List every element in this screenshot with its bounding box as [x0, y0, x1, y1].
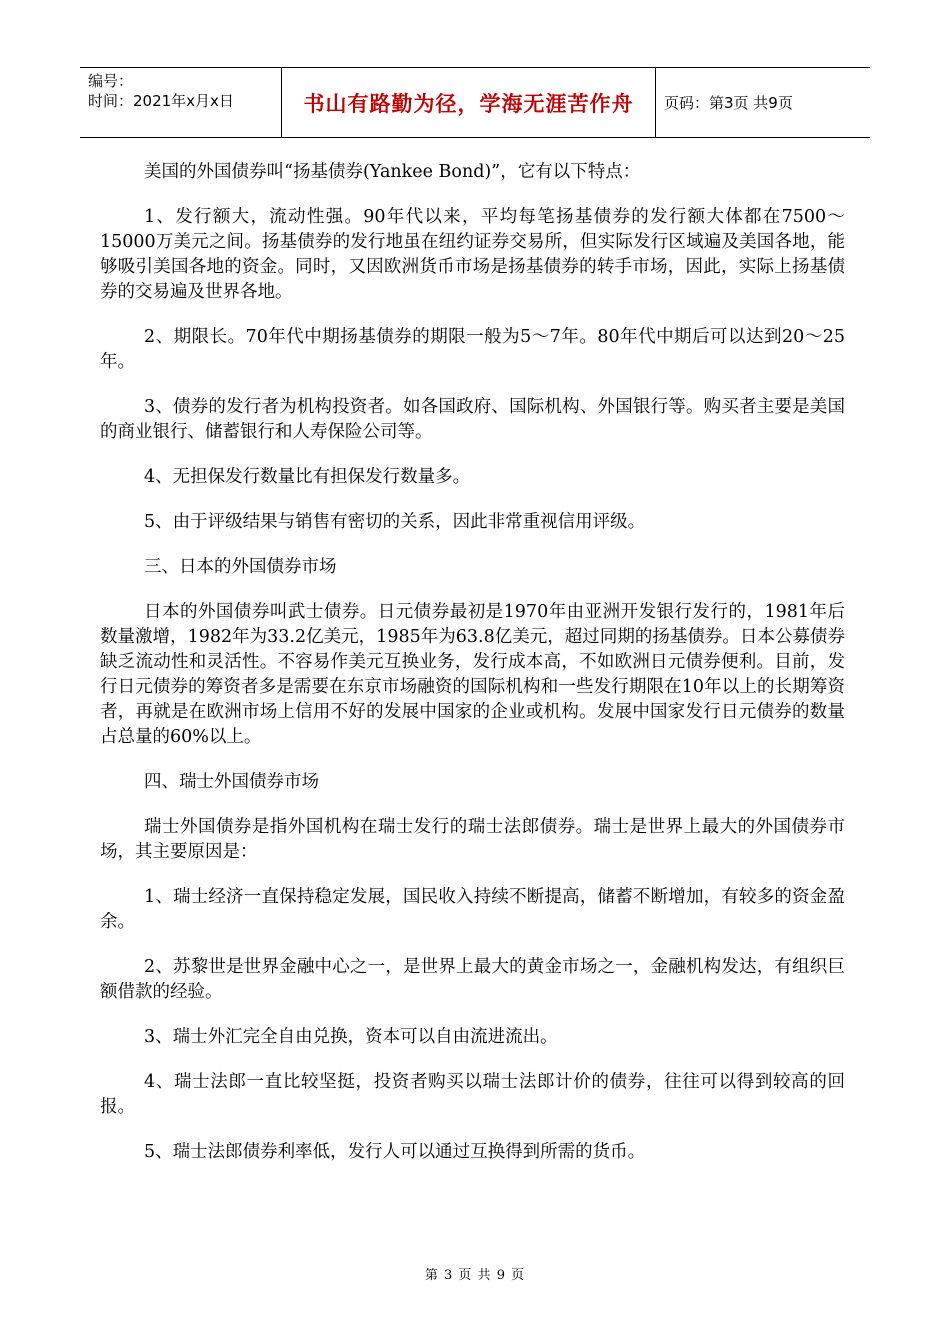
header-page-info	[656, 68, 870, 137]
page-footer	[0, 1264, 950, 1283]
header-meta	[80, 68, 282, 137]
paragraph: 2、苏黎世是世界金融中心之一，是世界上最大的黄金市场之一，金融机构发达，有组织巨额借款的经验。	[100, 957, 845, 1002]
paragraph: 1、发行额大，流动性强。90年代以来，平均每笔扬基债券的发行额大体都在7500～15000万美元之间。扬基债券的发行地虽在纽约证券交易所，但实际发行区域遍及美国各地，能够吸引美国各地的资金。同时，又因欧洲货币市场是扬基债券的转手市场，因此，实际上扬基债券的交易遍及世界各地。	[100, 207, 845, 302]
paragraph: 3、债券的发行者为机构投资者。如各国政府、国际机构、外国银行等。购买者主要是美国的商业银行、储蓄银行和人寿保险公司等。	[100, 397, 845, 442]
document-body	[100, 160, 845, 1185]
header-motto-cell	[282, 68, 656, 137]
footer-page-number: 第 3 页 共 9 页	[424, 1268, 526, 1283]
section-heading: 四、瑞士外国债券市场	[144, 772, 319, 792]
page-info-text: 页码：第3页 共9页	[664, 94, 793, 112]
paragraph: 5、瑞士法郎债券利率低，发行人可以通过互换得到所需的货币。	[144, 1142, 646, 1162]
paragraph: 4、无担保发行数量比有担保发行数量多。	[144, 467, 471, 487]
paragraph: 1、瑞士经济一直保持稳定发展，国民收入持续不断提高，储蓄不断增加，有较多的资金盈余。	[100, 887, 845, 932]
paragraph: 4、瑞士法郎一直比较坚挺，投资者购买以瑞士法郎计价的债券，往往可以得到较高的回报。	[100, 1072, 845, 1117]
document-time: 时间：2021年x月x日	[88, 92, 234, 110]
paragraph: 日本的外国债券叫武士债券。日元债券最初是1970年由亚洲开发银行发行的，1981年后数量激增，1982年为33.2亿美元，1985年为63.8亿美元，超过同期的扬基债券。日本公募债券缺乏流动性和灵活性。不容易作美元互换业务，发行成本高，不如欧洲日元债券便利。目前，发行日元债券的筹资者多是需要在东京市场融资的国际机构和一些发行期限在10年以上的长期筹资者，再就是在欧洲市场上信用不好的发展中国家的企业或机构。发展中国家发行日元债券的数量占总量的60%以上。	[100, 602, 845, 747]
paragraph: 2、期限长。70年代中期扬基债券的期限一般为5～7年。80年代中期后可以达到20～25年。	[100, 327, 845, 372]
document-number-label: 编号：	[88, 72, 134, 90]
paragraph: 5、由于评级结果与销售有密切的关系，因此非常重视信用评级。	[144, 512, 646, 532]
section-heading: 三、日本的外国债券市场	[144, 557, 337, 577]
page-header	[80, 67, 870, 138]
paragraph: 美国的外国债券叫“扬基债券(Yankee Bond)”，它有以下特点：	[144, 162, 641, 182]
paragraph: 3、瑞士外汇完全自由兑换，资本可以自由流进流出。	[144, 1027, 558, 1047]
motto-text: 书山有路勤为径，学海无涯苦作舟	[303, 91, 634, 116]
paragraph: 瑞士外国债券是指外国机构在瑞士发行的瑞士法郎债券。瑞士是世界上最大的外国债券市场，其主要原因是：	[100, 817, 845, 862]
